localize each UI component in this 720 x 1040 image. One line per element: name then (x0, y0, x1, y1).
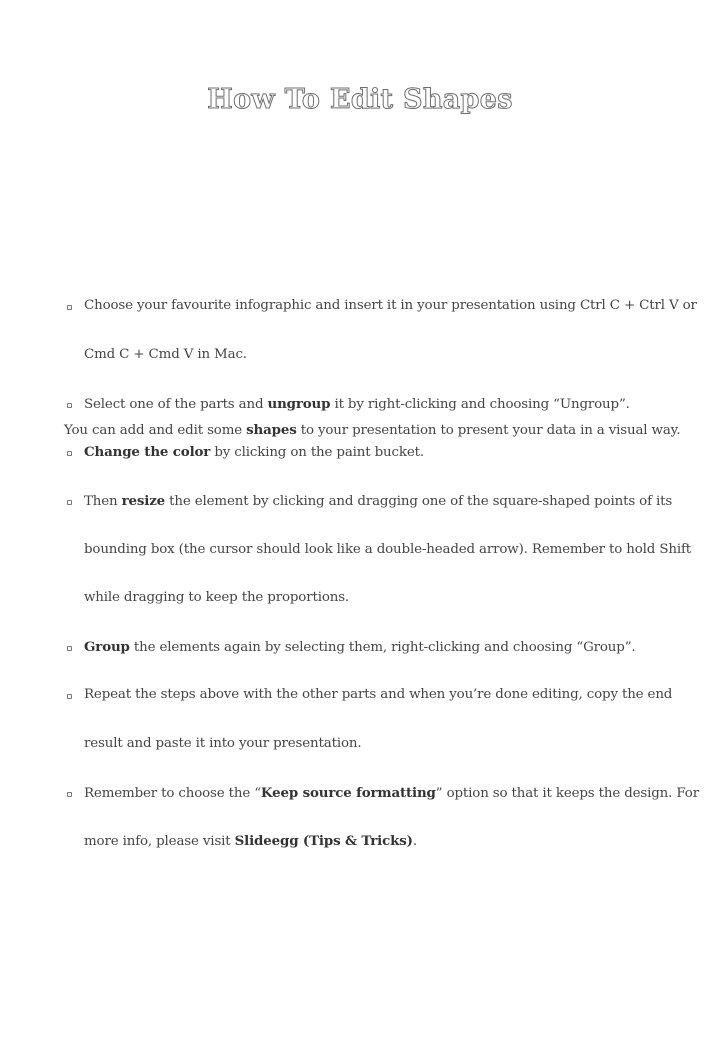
step-4-line-1 (84, 492, 672, 511)
bullet-icon (67, 694, 72, 699)
step-1-line-2: Cmd C + Cmd V in Mac. (84, 347, 247, 362)
step-7-line-2 (84, 832, 417, 851)
step-4-bold: resize (121, 493, 166, 509)
intro-text: You can add and edit some (64, 423, 247, 438)
step-5-text: the elements again by selecting them, right-clicking and choosing “Group”. (129, 640, 636, 655)
bullet-icon (67, 403, 72, 408)
step-5-bold: Group (84, 639, 130, 655)
step-2-bold: ungroup (267, 396, 331, 412)
step-3-text: by clicking on the paint bucket. (210, 445, 424, 460)
step-4-line-2: bounding box (the cursor should look like a double-headed arrow). Remember to hold Shift (84, 542, 691, 557)
step-7-bold: Keep source formatting (260, 785, 436, 801)
bullet-icon (67, 500, 72, 505)
step-6-line-1: Repeat the steps above with the other parts and when you’re done editing, copy the end (84, 687, 673, 702)
step-5-line (84, 638, 636, 657)
step-4-text: Then (84, 494, 122, 509)
step-2-text: Select one of the parts and (84, 397, 268, 412)
step-7-text: Remember to choose the “ (84, 786, 261, 801)
bullet-icon (67, 305, 72, 310)
step-7-text-end: ” option so that it keeps the design. For (435, 786, 699, 801)
bullet-icon (67, 451, 72, 456)
step-7-line-1 (84, 784, 699, 803)
slideegg-link[interactable]: Slideegg (Tips & Tricks) (234, 833, 413, 849)
step-2-line (84, 395, 630, 414)
page-title: How To Edit Shapes (207, 84, 513, 115)
intro-text-end: to your presentation to present your data in a visual way. (296, 423, 681, 438)
bullet-icon (67, 646, 72, 651)
step-3-line (84, 443, 424, 462)
step-1-line-1: Choose your favourite infographic and insert it in your presentation using Ctrl C + Ctrl V or (84, 298, 697, 313)
step-7-line-2-text: more info, please visit (84, 834, 235, 849)
intro-bold: shapes (246, 422, 297, 438)
step-7-line-2-end: . (412, 834, 417, 849)
bullet-icon (67, 792, 72, 797)
step-4-line-3: while dragging to keep the proportions. (84, 590, 350, 605)
step-2-text-end: it by right-clicking and choosing “Ungroup”. (330, 397, 630, 412)
step-6-line-2: result and paste it into your presentation. (84, 736, 362, 751)
step-4-text-end: the element by clicking and dragging one of the square-shaped points of its (165, 494, 673, 509)
step-3-bold: Change the color (84, 444, 211, 460)
intro-line (64, 421, 680, 440)
